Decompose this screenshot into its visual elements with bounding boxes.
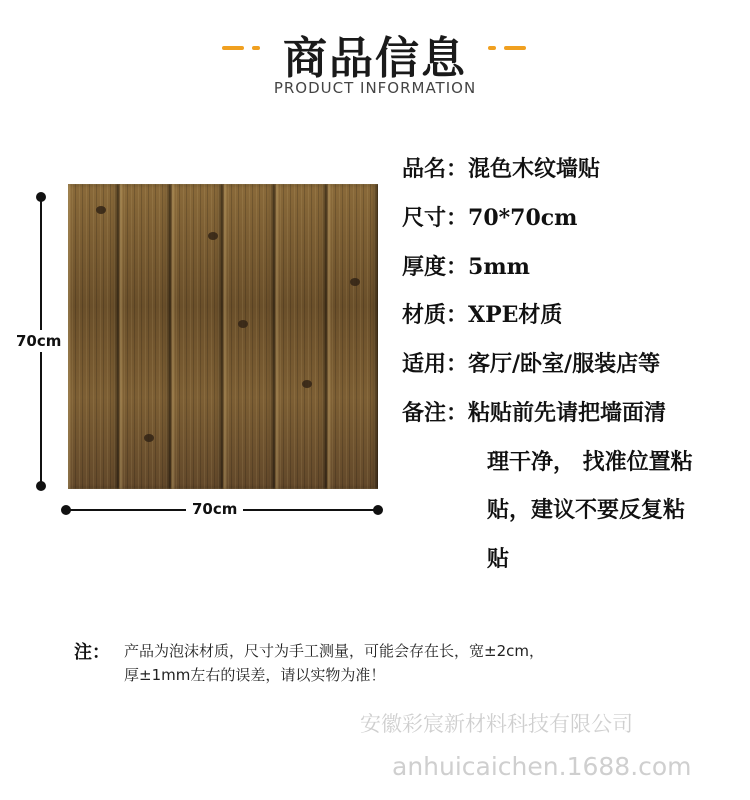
dimension-end-dot-right — [373, 505, 383, 515]
wood-grain-wall-panel-image — [68, 184, 378, 489]
spec-row-size — [402, 201, 577, 232]
title-decoration-right — [504, 46, 526, 50]
spec-remark-continued: 贴 — [487, 546, 510, 572]
wood-plank — [276, 184, 327, 489]
spec-value: 客厅/卧室/服装店等 — [468, 351, 661, 377]
wood-knot — [302, 380, 312, 388]
spec-value: 粘贴前先请把墙面清 — [468, 400, 667, 426]
spec-label: 厚度： — [402, 254, 469, 280]
watermark-site: anhuicaichen.1688.com — [392, 752, 692, 781]
spec-row-thickness — [402, 250, 530, 281]
note-line-2: 厚±1mm左右的误差，请以实物为准！ — [124, 666, 386, 684]
title-decoration-right-short — [488, 46, 496, 50]
spec-label: 尺寸： — [402, 205, 469, 231]
spec-value: 70*70cm — [468, 205, 578, 231]
spec-row-name — [402, 152, 600, 183]
dimension-end-dot-bottom — [36, 481, 46, 491]
wood-plank — [120, 184, 171, 489]
spec-row-remark — [402, 396, 666, 427]
spec-value: 混色木纹墙贴 — [468, 156, 601, 182]
wood-knot — [144, 434, 154, 442]
height-dimension-label: 70cm — [16, 332, 62, 350]
spec-row-material — [402, 298, 562, 329]
note-label: 注： — [74, 642, 110, 663]
wood-plank — [68, 184, 119, 489]
wood-knot — [208, 232, 218, 240]
section-subtitle: PRODUCT INFORMATION — [273, 79, 477, 97]
wood-knot — [350, 278, 360, 286]
note-line-1: 产品为泡沫材质，尺寸为手工测量，可能会存在长，宽±2cm， — [124, 642, 544, 660]
spec-label: 材质： — [402, 302, 469, 328]
width-dimension-label: 70cm — [186, 500, 243, 518]
spec-remark-continued: 理干净， 找准位置粘 — [487, 449, 693, 475]
wood-plank — [172, 184, 223, 489]
spec-row-usage — [402, 347, 660, 378]
spec-value: XPE材质 — [468, 302, 563, 328]
spec-remark-continued: 贴，建议不要反复粘 — [487, 497, 686, 523]
wood-plank — [328, 184, 378, 489]
watermark-company: 安徽彩宸新材料科技有限公司 — [360, 712, 633, 736]
spec-label: 品名： — [402, 156, 469, 182]
spec-label: 适用： — [402, 351, 469, 377]
spec-label: 备注： — [402, 400, 469, 426]
wood-plank — [224, 184, 275, 489]
spec-value: 5mm — [468, 254, 530, 280]
section-title: 商品信息 — [283, 33, 467, 84]
wood-knot — [238, 320, 248, 328]
wood-knot — [96, 206, 106, 214]
